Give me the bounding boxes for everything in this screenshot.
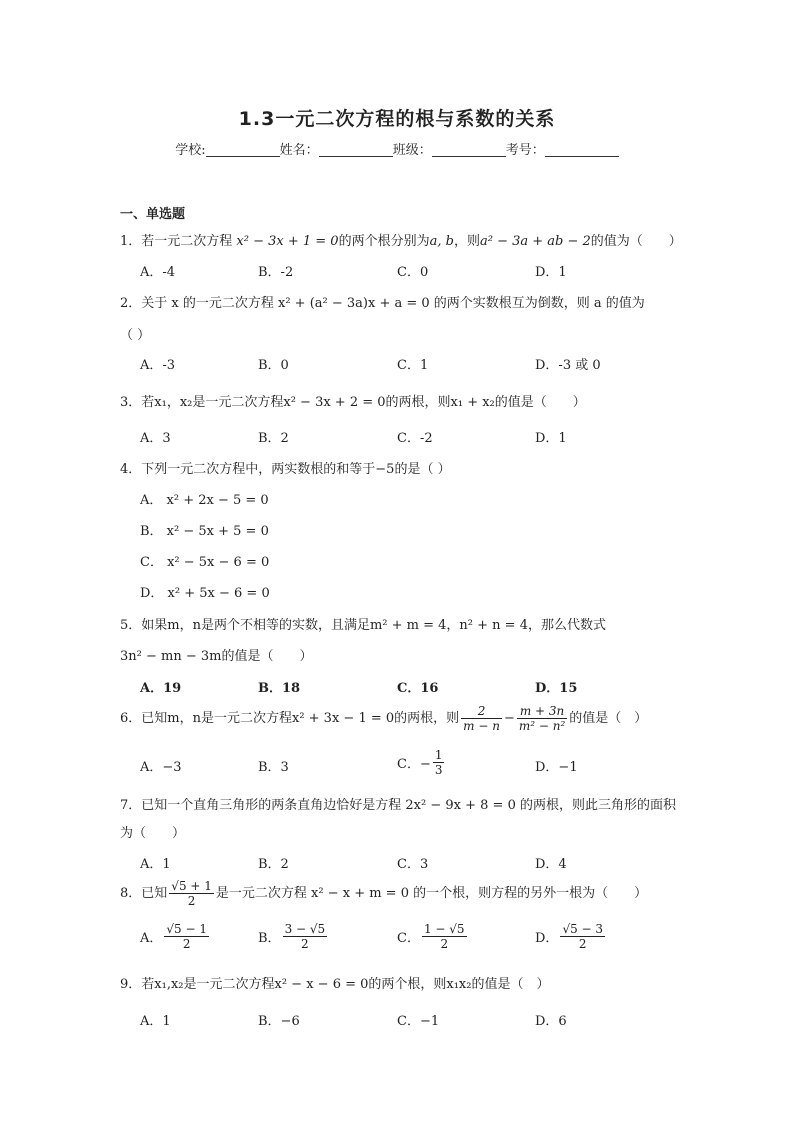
question-9 [120,973,549,992]
option-label: D． [535,931,559,946]
operator: − [503,711,515,726]
question-number: 1． [120,234,142,249]
question-text: 下列一元二次方程中，两实数根的和等于−5的是（ ） [141,462,451,477]
numerator: 2 [461,704,502,719]
option-a[interactable]: A．−3 [140,760,182,775]
denominator: 2 [578,937,587,951]
denominator: 2 [182,937,191,951]
fraction [433,748,445,777]
option-c[interactable] [397,922,469,951]
name-blank[interactable] [319,142,393,157]
option-d[interactable]: D．15 [535,681,578,696]
option-a[interactable]: A．-3 [140,358,176,373]
option-a[interactable]: A．1 [140,857,171,872]
question-text: 已知 [141,886,168,901]
option-a[interactable]: A．19 [140,681,182,696]
exam-no-blank[interactable] [545,142,619,157]
fraction [422,922,467,951]
option-label: A． [140,931,163,946]
question-5 [120,614,606,633]
question-number: 4． [120,462,142,477]
page-title: 1.3一元二次方程的根与系数的关系 [238,108,556,130]
denominator: 3 [434,763,443,777]
question-text: 的两个根分别为 [338,234,430,249]
fraction [560,922,605,951]
section-heading: 一、单选题 [120,207,186,222]
question-text: 若x₁，x₂是一元二次方程x² − 3x + 2 = 0的两根，则x₁ + x₂的值是（ ） [141,395,586,410]
denominator: m − n [463,719,500,733]
name-label: 姓名： [279,143,319,158]
option-c[interactable]: C．1 [397,358,429,373]
question-text: 是一元二次方程 x² − x + m = 0 的一个根，则方程的另外一根为（ ） [215,886,648,901]
question-number: 8． [120,886,142,901]
question-text: ，则 [453,234,480,249]
option-b[interactable]: B．2 [258,431,289,446]
fraction [283,922,328,951]
question-8 [120,879,647,908]
class-blank[interactable] [432,142,506,157]
option-d[interactable]: D．1 [535,265,567,280]
denominator: 2 [301,937,309,951]
question-text: 如果m，n是两个不相等的实数，且满足m² + m = 4，n² + n = 4，那么代数式 [141,618,606,633]
option-d[interactable]: D．1 [535,431,567,446]
option-b[interactable] [258,922,329,951]
option-c[interactable]: C．3 [397,857,429,872]
question-text: 若x₁,x₂是一元二次方程x² − x − 6 = 0的两个根，则x₁x₂的值是（ ） [141,977,550,992]
question-text: 的值是（ ） [569,711,648,726]
numerator: 1 [434,748,443,762]
question-text: 已知m，n是一元二次方程x² + 3x − 1 = 0的两根，则 [141,711,460,726]
option-a[interactable]: A．1 [140,1014,171,1029]
student-info-row [0,139,794,158]
fraction [164,922,209,951]
option-b[interactable]: B． x² − 5x + 5 = 0 [140,524,269,539]
question-number: 2． [120,296,142,311]
denominator: 2 [187,894,196,908]
question-text: 若一元二次方程 [141,234,237,249]
question-6 [120,704,647,733]
question-number: 5． [120,618,142,633]
fraction [169,879,214,908]
question-1 [120,230,682,249]
numerator: √5 − 3 [562,922,604,936]
option-a[interactable]: A．3 [140,431,171,446]
question-text: 已知一个直角三角形的两条直角边恰好是方程 2x² − 9x + 8 = 0 的两根，则此三角形的面积 [141,798,676,813]
option-d[interactable]: D． x² + 5x − 6 = 0 [140,586,270,601]
equation: x² − 3x + 1 = 0 [236,234,339,249]
numerator: 3 − √5 [284,922,326,936]
option-c[interactable]: C．-2 [397,431,433,446]
option-d[interactable]: D．-3 或 0 [535,358,601,373]
option-c[interactable]: C．16 [397,681,439,696]
school-blank[interactable] [206,142,280,157]
question-number: 9． [120,977,142,992]
question-4 [120,458,451,477]
question-number: 6． [120,711,142,726]
option-d[interactable]: D．−1 [535,760,578,775]
question-text: 关于 x 的一元二次方程 x² + (a² − 3a)x + a = 0 的两个实数根互为倒数，则 a 的值为 [141,296,645,311]
question-number: 3． [120,395,142,410]
question-number: 7． [120,798,142,813]
option-a[interactable] [140,922,211,951]
fraction [517,704,567,733]
variables: a, b [429,234,454,249]
option-label: C． [397,931,420,946]
option-c[interactable] [397,748,446,777]
option-label: B． [258,931,281,946]
option-b[interactable]: B．−6 [258,1014,300,1029]
numerator: 1 − √5 [423,922,465,936]
question-7-cont: 为（ ） [120,826,186,841]
option-c[interactable]: C． x² − 5x − 6 = 0 [140,555,270,570]
option-a[interactable]: A． x² + 2x − 5 = 0 [140,493,269,508]
denominator: 2 [440,937,449,951]
numerator: √5 − 1 [166,922,207,936]
expression: a² − 3a + ab − 2 [479,234,591,249]
option-c[interactable]: C．−1 [397,1014,440,1029]
fraction [461,704,502,733]
question-text: 的值为（ ） [590,234,682,249]
option-a[interactable]: A．-4 [140,265,176,280]
option-b[interactable]: B．18 [258,681,301,696]
option-label: C．− [397,757,431,772]
option-b[interactable]: B．0 [258,358,289,373]
option-b[interactable]: B．2 [258,857,289,872]
question-2-cont: （ ） [120,328,151,343]
option-d[interactable]: D．6 [535,1014,567,1029]
denominator: m² − n² [518,719,566,733]
option-c[interactable]: C．0 [397,265,429,280]
numerator: √5 + 1 [171,879,212,893]
school-label: 学校: [175,143,206,158]
exam-no-label: 考号： [505,143,545,158]
option-d[interactable]: D．4 [535,857,567,872]
class-label: 班级： [392,143,432,158]
option-b[interactable]: B．-2 [258,265,294,280]
option-d[interactable] [535,922,607,951]
question-5-cont: 3n² − mn − 3m的值是（ ） [120,649,313,664]
question-2 [120,292,645,311]
question-3 [120,391,586,410]
numerator: m + 3n [517,704,567,719]
question-7 [120,794,676,813]
option-b[interactable]: B．3 [258,760,289,775]
